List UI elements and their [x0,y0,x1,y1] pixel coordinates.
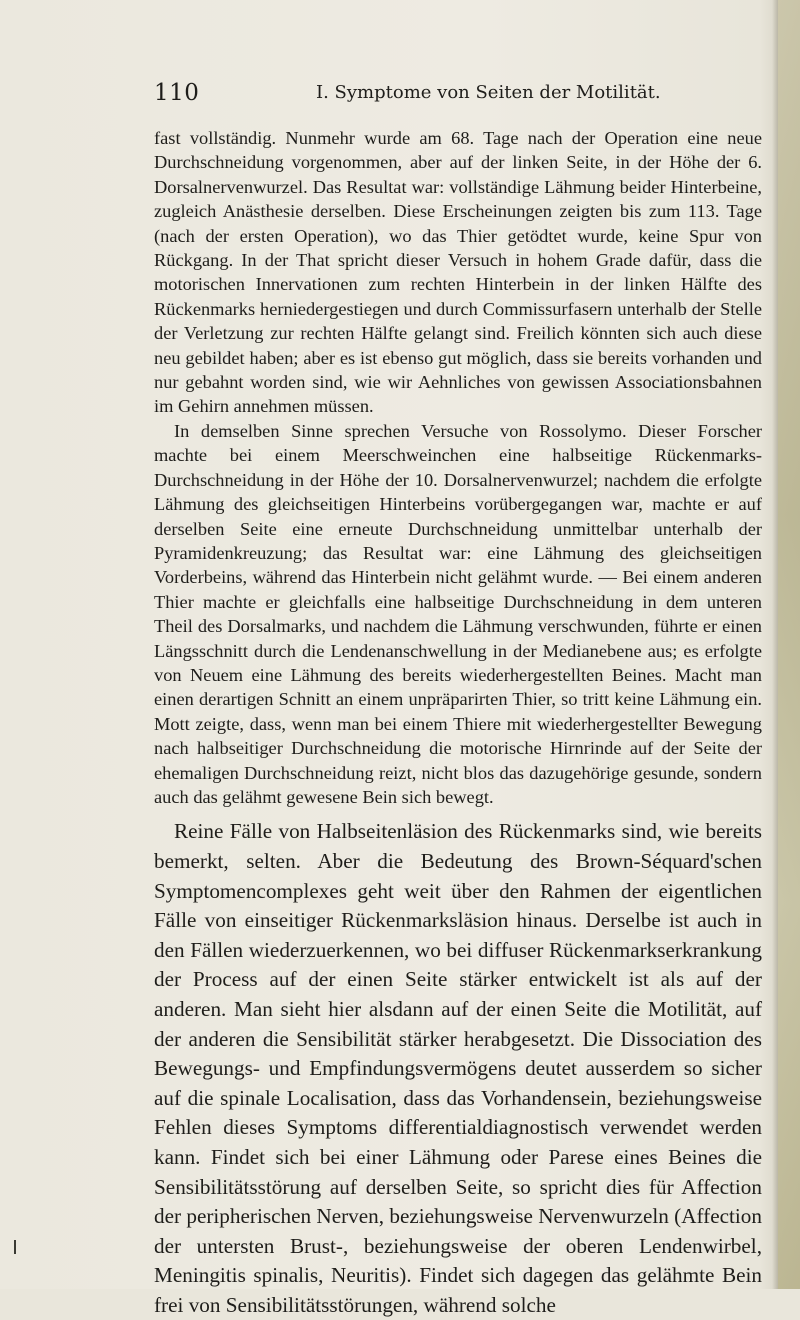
page-header [154,80,714,110]
body-text [154,126,762,1320]
page-number: 110 [154,80,200,106]
paragraph-2: In demselben Sinne sprechen Versuche von Rossolymo. Dieser Forscher machte bei einem Meerschweinchen eine halbseitige Rückenmarks-Durchschneidung in der Höhe der 10. Dorsalnervenwurzel; nachdem die erfolgte Lähmung des gleichseitigen Hinterbeins vorübergegangen war, machte er auf derselben Seite eine erneute Durchschneidung unmittelbar unterhalb der Pyramidenkreuzung; das Resultat war: eine Lähmung des gleichseitigen Vorderbeins, während das Hinterbein nicht gelähmt wurde. — Bei einem anderen Thier machte er gleichfalls eine halbseitige Durchschneidung in dem unteren Theil des Dorsalmarks, und nachdem die Lähmung verschwunden, führte er einen Längsschnitt durch die Lendenanschwellung in der Medianebene aus; es erfolgte von Neuem eine Lähmung des bereits wiederhergestellten Beines. Macht man einen derartigen Schnitt an einem unpräparirten Thier, so tritt keine Lähmung ein. Mott zeigte, dass, wenn man bei einem Thiere mit wiederhergestellter Bewegung nach halbseitiger Durchschneidung die motorische Hirnrinde auf der Seite der ehemaligen Durchschneidung reizt, nicht blos das dazugehörige gesunde, sondern auch das gelähmt gewesene Bein sich bewegt. [154,420,762,807]
running-head: I. Symptome von Seiten der Motilität. [316,82,661,103]
page-edge [778,0,800,1289]
paragraph-3: Reine Fälle von Halbseitenläsion des Rückenmarks sind, wie bereits bemerkt, selten. Aber die Bedeutung des Brown-Séquard'schen Symptomencomplexes geht weit über den Rahmen der eigentlichen Fälle von einseitiger Rückenmarksläsion hinaus. Derselbe ist auch in den Fällen wiederzuerkennen, wo bei diffuser Rückenmarkserkrankung der Process auf der einen Seite stärker entwickelt ist als auf der anderen. Man sieht hier alsdann auf der einen Seite die Motilität, auf der anderen die Sensibilität stärker herabgesetzt. Die Dissociation des Bewegungs- und Empfindungsvermögens deutet ausserdem so sicher auf die spinale Localisation, dass das Vorhandensein, beziehungsweise Fehlen dieses Symptoms differentialdiagnostisch verwendet werden kann. Findet sich bei einer Lähmung oder Parese eines Beines die Sensibilitätsstörung auf derselben Seite, so spricht dies für Affection der peripherischen Nerven, beziehungsweise Nervenwurzeln (Affection der untersten Brust-, beziehungsweise der oberen Lendenwirbel, Meningitis spinalis, Neuritis). Findet sich dagegen das gelähmte Bein frei von Sensibilitätsstörungen, während solche [154,819,762,1317]
paragraph-1: fast vollständig. Nunmehr wurde am 68. Tage nach der Operation eine neue Durchschneidung vorgenommen, aber auf der linken Seite, in der Höhe der 6. Dorsalnervenwurzel. Das Resultat war: vollständige Lähmung beider Hinterbeine, zugleich Anästhesie derselben. Diese Erscheinungen zeigten bis zum 113. Tage (nach der ersten Operation), wo das Thier getödtet wurde, keine Spur von Rückgang. In der That spricht dieser Versuch in hohem Grade dafür, dass die motorischen Innervationen zum rechten Hinterbein in der linken Hälfte des Rückenmarks herniedergestiegen und durch Commissurfasern unterhalb der Stelle der Verletzung zur rechten Hälfte gelangt sind. Freilich könnten sich auch diese neu gebildet haben; aber es ist ebenso gut möglich, dass sie bereits vorhanden und nur gebahnt worden sind, wie wir Aehnliches von gewissen Associationsbahnen im Gehirn annehmen müssen. [154,128,762,417]
scan-mark [14,1240,16,1254]
